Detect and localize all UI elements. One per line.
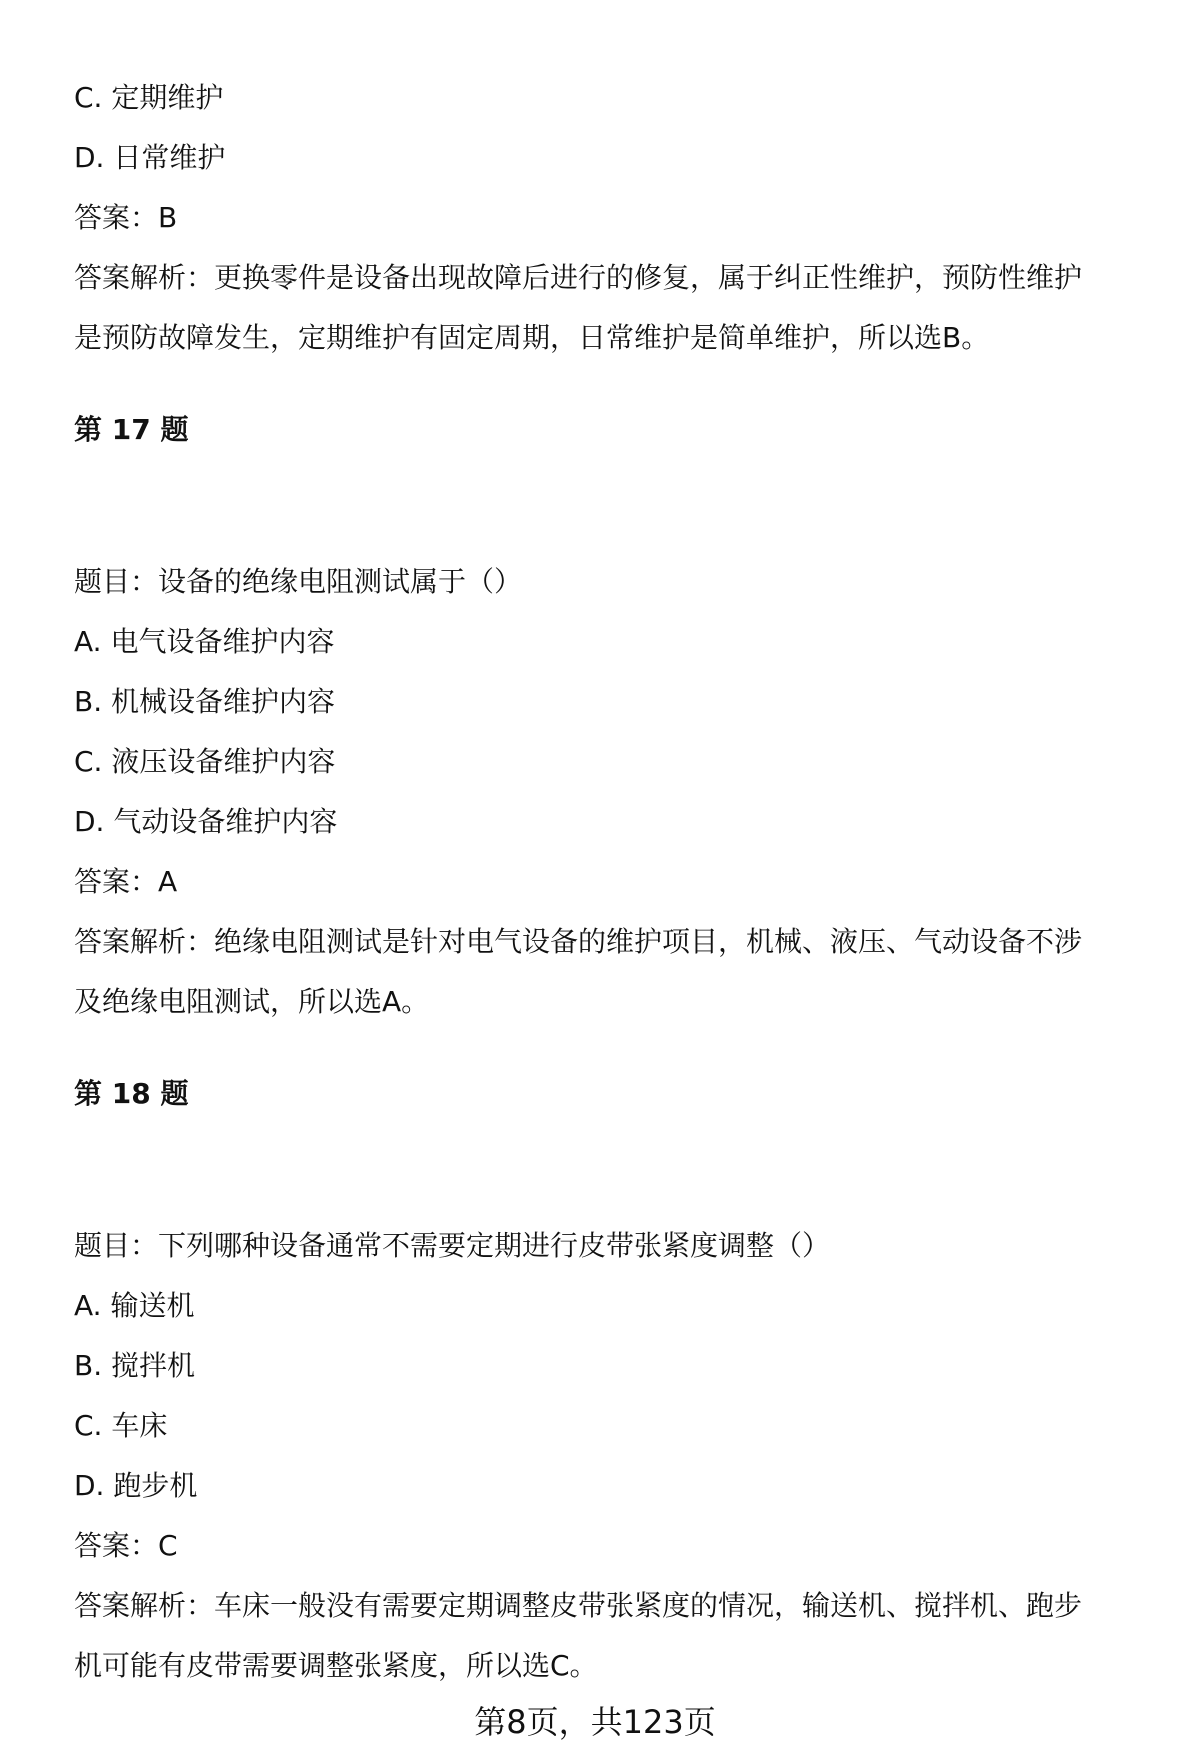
q18-heading: 第 18 题	[74, 1077, 189, 1110]
prev-option-d: D. 日常维护	[74, 141, 226, 174]
q17-option-a: A. 电气设备维护内容	[74, 625, 335, 658]
q17-option-d: D. 气动设备维护内容	[74, 805, 338, 838]
page-number-footer: 第8页，共123页	[474, 1703, 716, 1741]
q18-explanation-line2: 机可能有皮带需要调整张紧度，所以选C。	[74, 1649, 598, 1682]
q18-option-c: C. 车床	[74, 1409, 168, 1442]
prev-explanation-line2: 是预防故障发生，定期维护有固定周期，日常维护是简单维护，所以选B。	[74, 321, 990, 354]
prev-answer: 答案：B	[74, 201, 178, 234]
q18-answer: 答案：C	[74, 1529, 178, 1562]
prev-option-c: C. 定期维护	[74, 81, 224, 114]
q17-question: 题目：设备的绝缘电阻测试属于（）	[74, 565, 523, 598]
q18-option-a: A. 输送机	[74, 1289, 195, 1322]
q17-option-b: B. 机械设备维护内容	[74, 685, 336, 718]
q17-option-c: C. 液压设备维护内容	[74, 745, 336, 778]
q18-question: 题目：下列哪种设备通常不需要定期进行皮带张紧度调整（）	[74, 1229, 831, 1262]
q18-option-d: D. 跑步机	[74, 1469, 198, 1502]
q17-answer: 答案：A	[74, 865, 178, 898]
q18-option-b: B. 搅拌机	[74, 1349, 196, 1382]
q17-heading: 第 17 题	[74, 413, 189, 446]
q18-explanation-line1: 答案解析：车床一般没有需要定期调整皮带张紧度的情况，输送机、搅拌机、跑步	[74, 1589, 1083, 1622]
prev-explanation-line1: 答案解析：更换零件是设备出现故障后进行的修复，属于纠正性维护，预防性维护	[74, 261, 1083, 294]
q17-explanation-line1: 答案解析：绝缘电阻测试是针对电气设备的维护项目，机械、液压、气动设备不涉	[74, 925, 1083, 958]
q17-explanation-line2: 及绝缘电阻测试，所以选A。	[74, 985, 430, 1018]
